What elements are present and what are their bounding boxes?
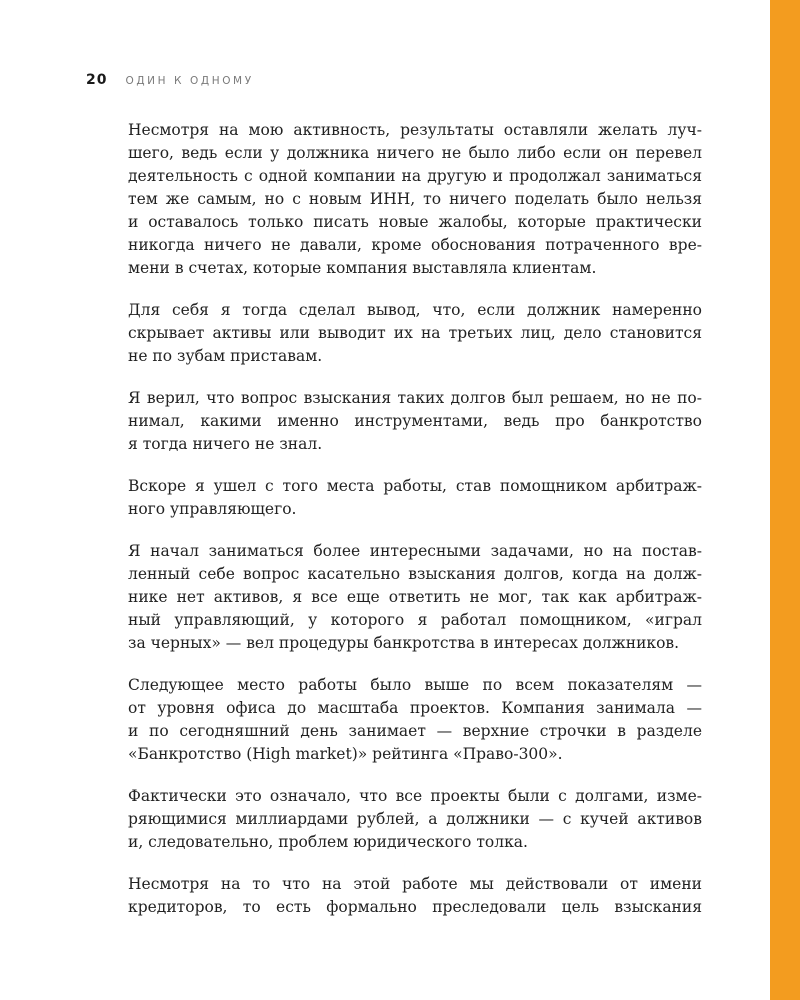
text-line: Я верил, что вопрос взыскания таких долгов был решаем, но не по- xyxy=(128,389,702,407)
text-line: Для себя я тогда сделал вывод, что, если должник намеренно xyxy=(128,301,702,319)
running-header xyxy=(86,72,254,92)
text-line: нике нет активов, я все еще ответить не мог, так как арбитраж- xyxy=(128,588,702,606)
text-line: шего, ведь если у должника ничего не было либо если он перевел xyxy=(128,144,702,162)
text-line: скрывает активы или выводит их на третьих лиц, дело становится xyxy=(128,324,702,342)
text-line: и, следовательно, проблем юридического толка. xyxy=(128,833,528,851)
paragraph xyxy=(128,299,702,368)
text-line: Я начал заниматься более интересными задачами, но на постав- xyxy=(128,542,702,560)
text-line: за черных» — вел процедуры банкротства в интересах должников. xyxy=(128,634,680,652)
text-line: ный управляющий, у которого я работал помощником, «играл xyxy=(128,611,702,629)
text-line: Несмотря на мою активность, результаты оставляли желать луч- xyxy=(128,121,702,139)
paragraph xyxy=(128,119,702,280)
text-line: ряющимися миллиардами рублей, а должники — с кучей активов xyxy=(128,810,702,828)
paragraph xyxy=(128,475,702,521)
paragraph xyxy=(128,873,702,919)
text-line: тем же самым, но с новым ИНН, то ничего поделать было нельзя xyxy=(128,190,702,208)
text-line: нимал, какими именно инструментами, ведь про банкротство xyxy=(128,412,702,430)
paragraph xyxy=(128,540,702,655)
accent-side-band xyxy=(770,0,800,1000)
text-line: не по зубам приставам. xyxy=(128,347,323,365)
text-line: Следующее место работы было выше по всем показателям — xyxy=(128,676,702,694)
text-line: Вскоре я ушел с того места работы, став помощником арбитраж- xyxy=(128,477,702,495)
body-text xyxy=(128,119,702,938)
text-line: ленный себе вопрос касательно взыскания долгов, когда на долж- xyxy=(128,565,702,583)
text-line: Несмотря на то что на этой работе мы действовали от имени xyxy=(128,875,702,893)
text-line: мени в счетах, которые компания выставляла клиентам. xyxy=(128,259,597,277)
text-line: ного управляющего. xyxy=(128,500,297,518)
text-line: от уровня офиса до масштаба проектов. Компания занимала — xyxy=(128,699,702,717)
text-line: «Банкротство (High market)» рейтинга «Право-300». xyxy=(128,745,563,763)
paragraph xyxy=(128,387,702,456)
paragraph xyxy=(128,785,702,854)
text-line: и по сегодняшний день занимает — верхние строчки в разделе xyxy=(128,722,702,740)
book-title: ОДИН К ОДНОМУ xyxy=(125,75,254,87)
text-line: Фактически это означало, что все проекты были с долгами, изме- xyxy=(128,787,702,805)
text-line: я тогда ничего не знал. xyxy=(128,435,323,453)
text-line: деятельность с одной компании на другую и продолжал заниматься xyxy=(128,167,702,185)
text-line: никогда ничего не давали, кроме обоснования потраченного вре- xyxy=(128,236,702,254)
paragraph xyxy=(128,674,702,766)
page-number: 20 xyxy=(86,72,108,88)
text-line: и оставалось только писать новые жалобы, которые практически xyxy=(128,213,702,231)
text-line: кредиторов, то есть формально преследовали цель взыскания xyxy=(128,898,702,916)
